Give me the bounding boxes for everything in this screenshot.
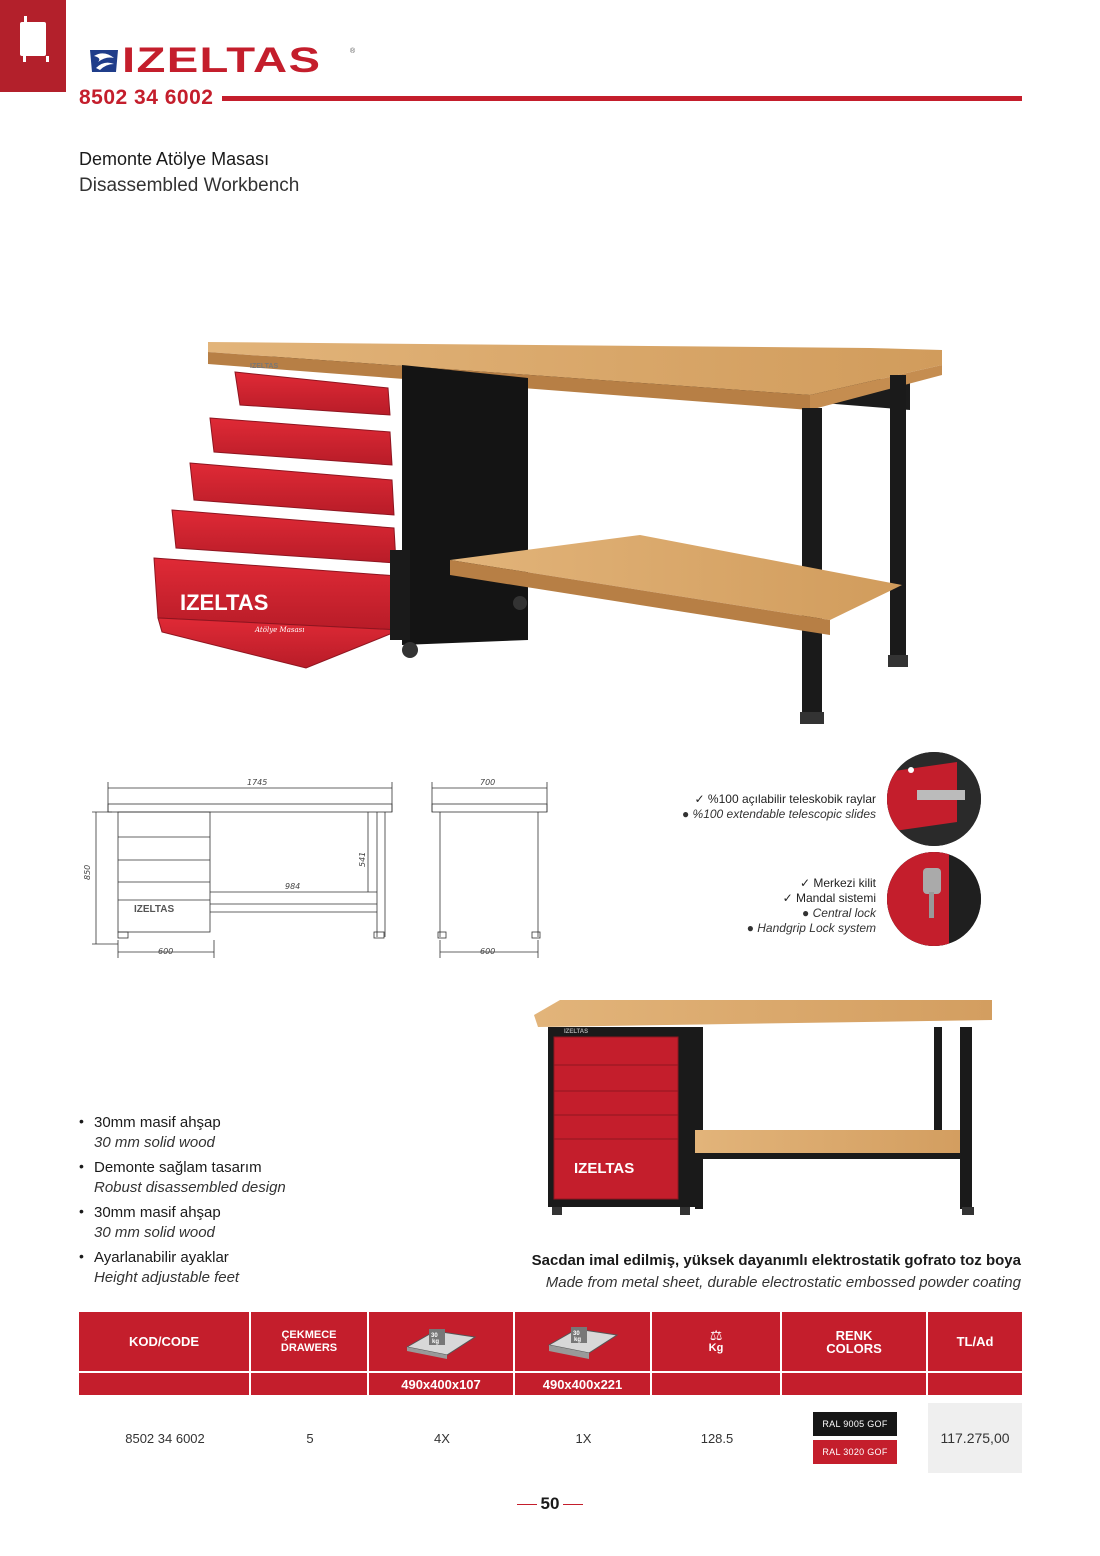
spec-table <box>79 1312 1022 1473</box>
dim-width: 1745 <box>247 778 268 787</box>
material-tr: Sacdan imal edilmiş, yüksek dayanımlı elektrostatik gofrato toz boya <box>531 1252 1021 1269</box>
section-tab <box>0 0 66 92</box>
header-weight <box>652 1312 782 1371</box>
svg-text:kg: kg <box>432 1338 440 1345</box>
header-price: TL/Ad <box>956 1334 994 1349</box>
dim-height: 850 <box>83 864 92 880</box>
page-number <box>0 1494 1100 1514</box>
technical-drawing <box>82 772 562 962</box>
bullet-tr: • Ayarlanabilir ayaklar <box>94 1249 229 1266</box>
dim-leg-height: 541 <box>358 851 367 867</box>
header-drawers-en: DRAWERS <box>280 1341 338 1354</box>
header-colors <box>782 1312 928 1371</box>
feature-lock-tr1: ✓ Merkezi kilit <box>799 876 876 890</box>
lock-detail-photo <box>887 852 981 946</box>
bullet-en: 30 mm solid wood <box>94 1224 215 1241</box>
feature-bullets <box>79 1112 439 1292</box>
feature-slides <box>682 792 876 822</box>
header-code: KOD/CODE <box>79 1312 251 1371</box>
material-en: Made from metal sheet, durable electrostatic embossed powder coating <box>545 1274 1021 1291</box>
cell-drawers: 5 <box>306 1430 314 1446</box>
bullet-tr: • Demonte sağlam tasarım <box>94 1159 262 1176</box>
svg-text:IZELTAS: IZELTAS <box>564 1029 589 1035</box>
bullet-tr: • 30mm masif ahşap <box>94 1204 221 1221</box>
header-drawers <box>251 1312 369 1371</box>
workbench-photo <box>150 320 950 740</box>
list-item <box>79 1157 439 1198</box>
svg-text:IZELTAS: IZELTAS <box>134 904 175 915</box>
feature-lock-en2: ● Handgrip Lock system <box>746 921 876 935</box>
feature-slides-tr: ✓ %100 açılabilir teleskobik raylar <box>694 792 876 806</box>
list-item <box>79 1247 439 1288</box>
brand-logo <box>88 41 322 80</box>
drawer-tray-icon <box>543 1323 623 1361</box>
slide-detail-photo <box>887 752 981 846</box>
bullet-en: Height adjustable feet <box>94 1269 240 1286</box>
svg-text:IZELTAS: IZELTAS <box>574 1160 635 1177</box>
cell-small-count: 4X <box>434 1430 450 1446</box>
header-kg: Kg <box>708 1341 724 1354</box>
header-colors-tr: RENK <box>835 1327 873 1343</box>
material-note <box>532 1250 1021 1294</box>
list-item <box>79 1202 439 1243</box>
cell-large-count: 1X <box>575 1430 592 1446</box>
cell-price: 117.275,00 <box>928 1403 1022 1473</box>
header-rule <box>222 96 1022 101</box>
cell-colors <box>782 1403 928 1473</box>
feature-lock-en1: ● Central lock <box>802 906 876 920</box>
svg-text:30: 30 <box>572 1330 580 1337</box>
header-drawers-tr: ÇEKMECE <box>281 1328 337 1341</box>
header-colors-en: COLORS <box>826 1340 882 1356</box>
izeltas-emblem-icon <box>88 46 120 76</box>
header-small-drawer <box>369 1312 515 1371</box>
drawer-size-large: 490x400x221 <box>515 1373 652 1395</box>
cell-code: 8502 34 6002 <box>125 1430 205 1446</box>
cell-weight: 128.5 <box>700 1430 734 1446</box>
table-header <box>79 1312 1022 1371</box>
bullet-tr: • 30mm masif ahşap <box>94 1114 221 1131</box>
top-logo: IZELTAS <box>250 363 279 370</box>
list-item <box>79 1112 439 1153</box>
drawer-tag: Atölye Masası <box>255 626 305 634</box>
dim-depth-base: 600 <box>480 947 496 956</box>
feature-slides-en: ● %100 extendable telescopic slides <box>681 807 876 821</box>
drawer-logo: IZELTAS <box>180 590 269 615</box>
bullet-en: 30 mm solid wood <box>94 1134 215 1151</box>
scale-icon: ⚖ <box>709 1326 723 1343</box>
drawer-tray-icon <box>401 1323 481 1361</box>
color-swatch-red: RAL 3020 GOF <box>813 1440 897 1464</box>
registered-mark: ® <box>350 48 356 55</box>
table-subheader <box>79 1371 1022 1395</box>
table-row <box>79 1403 1022 1473</box>
title-english: Disassembled Workbench <box>79 175 300 196</box>
header-large-drawer <box>515 1312 652 1371</box>
brand-name: IZELTAS <box>122 41 322 80</box>
feature-lock <box>747 876 876 936</box>
title-turkish: Demonte Atölye Masası <box>79 149 270 169</box>
bullet-en: Robust disassembled design <box>94 1179 286 1196</box>
drawer-size-small: 490x400x107 <box>369 1373 515 1395</box>
dim-cab-width: 600 <box>158 947 174 956</box>
svg-text:30: 30 <box>431 1332 438 1339</box>
product-code-header: 8502 34 6002 <box>79 86 214 109</box>
workbench-front-photo <box>530 995 1000 1225</box>
cabinet-icon <box>20 22 46 56</box>
color-swatch-black: RAL 9005 GOF <box>813 1412 897 1436</box>
svg-text:kg: kg <box>573 1336 581 1343</box>
dim-depth: 700 <box>480 778 496 787</box>
dim-inner-width: 984 <box>285 882 301 891</box>
feature-lock-tr2: ✓ Mandal sistemi <box>782 891 876 905</box>
page-number-value: 50 <box>540 1494 560 1513</box>
